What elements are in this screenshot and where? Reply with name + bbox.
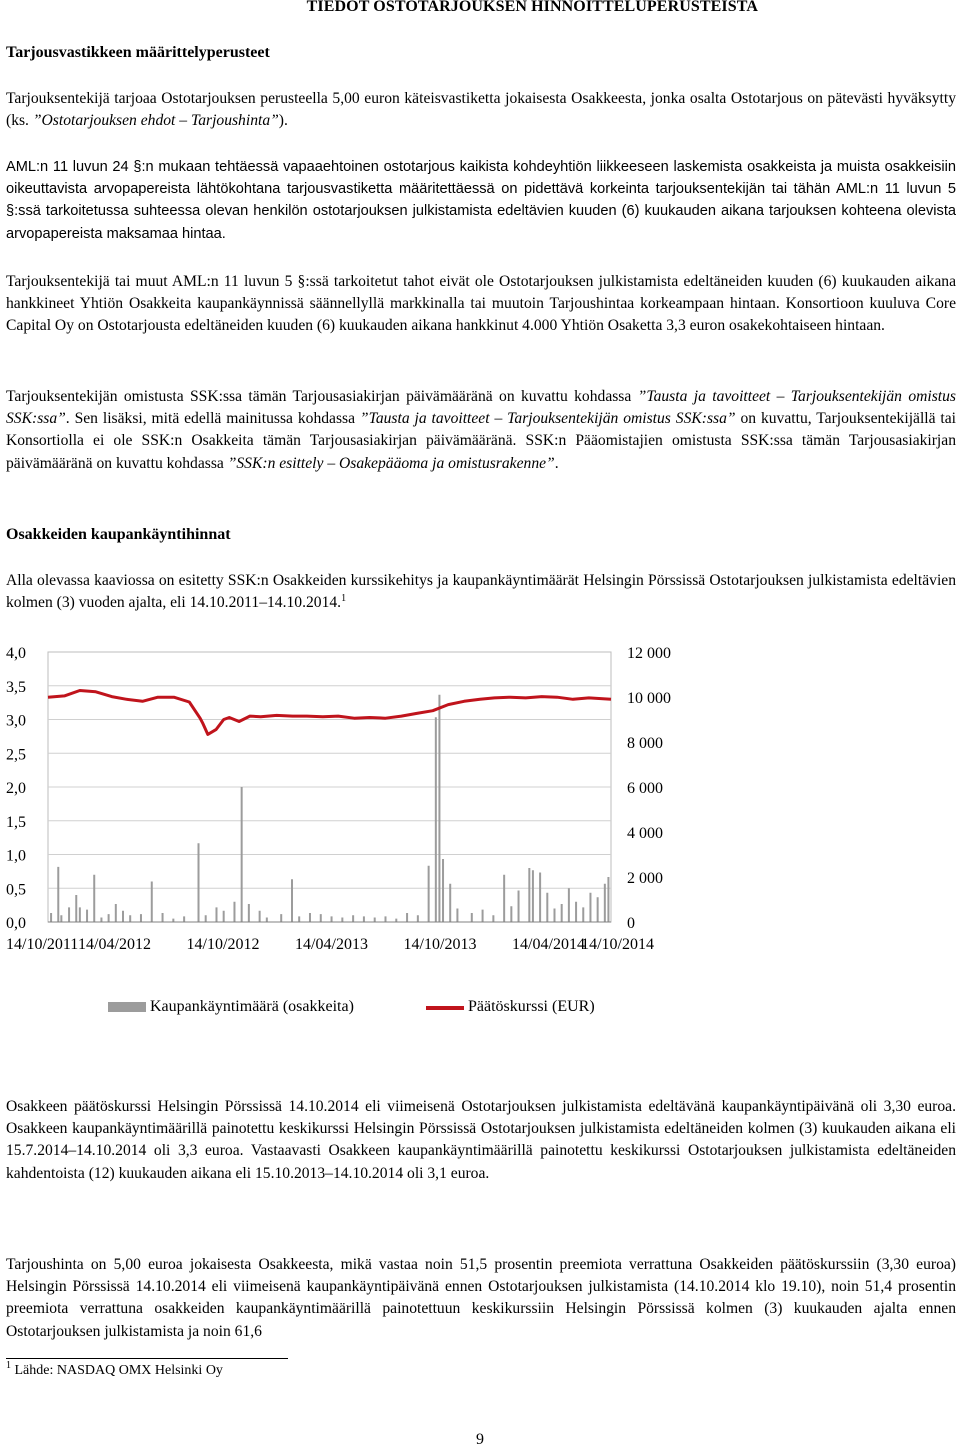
volume-bar <box>115 904 117 922</box>
price-volume-chart <box>0 634 960 964</box>
paragraph-aml-24: AML:n 11 luvun 24 §:n mukaan tehtäessä vapaaehtoinen ostotarjous kaikista kohdeyhtiön liikkeeseen laskemista osakkeista ja muista osakkeisiin oikeuttavista arvopapereista lähtökohtana tarjousvastiketta määritettäessä on pidettävä korkeinta tarjouksentekijän tai tähän AML:n 11 luvun 5 §:ssä tarkoitetussa suhteessa olevan henkilön ostotarjouksen julkistamista edeltävien kuuden (6) kuukauden aikana tarjouksen kohteena olevista arvopapereista maksamaa hintaa. <box>6 159 956 242</box>
volume-bar <box>259 911 261 922</box>
volume-bar <box>352 915 354 922</box>
volume-bar <box>60 915 62 922</box>
legend-label-price: Päätöskurssi (EUR) <box>468 998 595 1015</box>
volume-bar <box>395 919 397 922</box>
volume-bar <box>291 879 293 922</box>
volume-bar <box>172 919 174 922</box>
volume-bar <box>75 895 77 922</box>
volume-bar <box>198 843 200 922</box>
paragraph-text: ). <box>278 112 288 130</box>
footnote-text: Lähde: NASDAQ OMX Helsinki Oy <box>14 1363 223 1378</box>
paragraph-kaavio-intro <box>6 570 956 614</box>
y-right-tick-label: 0 <box>627 915 635 932</box>
price-series-line <box>48 691 611 735</box>
y-right-tick-label: 4 000 <box>627 825 663 842</box>
paragraph-text: . <box>554 454 559 472</box>
volume-bar <box>604 884 606 922</box>
volume-bar <box>298 916 300 922</box>
volume-bar <box>374 918 376 923</box>
volume-bar <box>320 914 322 922</box>
chart-axes <box>6 645 671 953</box>
volume-bar <box>122 911 124 922</box>
paragraph-text: Alla olevassa kaaviossa on esitetty SSK:n Osakkeiden kurssikehitys ja kaupankäyntimäärät Helsingin Pörssissä Ostotarjouksen julkistamista edeltävien kolmen (3) vuoden ajalta, eli 14.10.2011–14.10.2014. <box>6 572 956 612</box>
volume-bar <box>589 893 591 922</box>
volume-bar <box>162 913 164 922</box>
chart-legend <box>108 998 748 1022</box>
legend-label-volume: Kaupankäyntimäärä (osakkeita) <box>150 998 354 1015</box>
legend-swatch-price <box>426 1006 464 1010</box>
y-right-tick-label: 2 000 <box>627 870 663 887</box>
paragraph-text: Tarjouksentekijä tarjoaa Ostotarjouksen perusteella 5,00 euron käteisvastiketta jokaisesta Osakkeesta, jonka osalta Ostotarjous on pätevästi hyväksytty (ks. <box>6 90 956 130</box>
y-left-tick-label: 0,5 <box>6 881 26 899</box>
y-left-tick-label: 3,0 <box>6 712 26 730</box>
volume-bar <box>428 866 430 922</box>
volume-bar <box>575 902 577 922</box>
volume-bar <box>435 717 437 922</box>
volume-bar <box>510 906 512 922</box>
page-header-title: TIEDOT OSTOTARJOUKSEN HINNOITTELUPERUSTEISTA <box>306 0 758 15</box>
volume-bar <box>140 914 142 922</box>
volume-bar <box>205 915 207 922</box>
x-tick-label: 14/10/2013 <box>403 936 477 953</box>
volume-bar <box>129 915 131 922</box>
volume-bar <box>108 914 110 922</box>
volume-bar <box>50 913 52 922</box>
paragraph-text: on kuvattu, Tarjouksentekijällä tai Konsortiolla ei ole SSK:n Osakkeita tämän Tarjousasiakirjan päivämääränä. SSK:n Pääomistajien omistusta SSK:ssa tämän Tarjousasiakirjan päivämääränä on kuvattu kohdassa <box>6 410 957 472</box>
volume-bar <box>449 884 451 922</box>
volume-bar <box>406 913 408 922</box>
paragraph-hankinnat: Tarjouksentekijä tai muut AML:n 11 luvun 5 §:ssä tarkoitetut tahot eivät ole Ostotarjouksen julkistamista edeltäneiden kuuden (6) kuukauden aikana hankkineet Yhtiön Osakkeita kaupankäynnissä säännellyllä markkinalla tai muutoin Tarjoushintaa korkeampaan hintaan. Konsortioon kuuluva Core Capital Oy on Ostotarjousta edeltäneiden kuuden (6) kuukauden aikana hankkinut 4.000 Yhtiön Osaketta 3,3 euron osakekohtaiseen hintaan. <box>6 273 956 335</box>
volume-bar <box>266 918 268 923</box>
volume-bar <box>363 916 365 922</box>
volume-bar <box>597 897 599 922</box>
section-heading-tarjousvastike: Tarjousvastikkeen määrittelyperusteet <box>6 44 270 61</box>
footnote-ref: 1 <box>341 593 347 605</box>
cross-reference: ”Ostotarjouksen ehdot – Tarjoushinta” <box>32 112 279 130</box>
volume-bar <box>331 916 333 922</box>
y-left-tick-label: 2,5 <box>6 746 26 764</box>
volume-bar <box>482 910 484 922</box>
volume-bar <box>183 916 185 922</box>
volume-bar <box>384 916 386 922</box>
chart-grid <box>48 652 611 922</box>
x-tick-label: 14/10/2014 <box>581 936 654 953</box>
volume-bar <box>546 893 548 922</box>
volume-bar <box>223 911 225 922</box>
volume-bar <box>607 877 609 922</box>
volume-bar <box>456 909 458 923</box>
paragraph-paatoskurssi: Osakkeen päätöskurssi Helsingin Pörssissä 14.10.2014 eli viimeisenä Ostotarjouksen julkistamista edeltävänä kaupankäyntipäivänä oli 3,30 euroa. Osakkeen kaupankäyntimäärillä painotettu keskikurssi Helsingin Pörssissä Ostotarjouksen julkistamista edeltäneiden kolmen (3) kuukauden aikana eli 15.7.2014–14.10.2014 oli 3,3 euroa. Vastaavasti Osakkeen kaupankäyntimäärillä painotettu keskikurssi Ostotarjouksen julkistamista edeltäneiden kahdentoista (12) kuukauden aikana eli 15.10.2013–14.10.2014 oli 3,1 euroa. <box>6 1098 956 1182</box>
footnote-divider <box>6 1358 288 1359</box>
cross-reference: ”Tausta ja tavoitteet – Tarjouksentekijän omistus SSK:ssa” <box>359 410 736 428</box>
footnote-number: 1 <box>6 1360 11 1371</box>
y-left-tick-label: 3,5 <box>6 678 26 696</box>
paragraph-preemio: Tarjoushinta on 5,00 euroa jokaisesta Osakkeesta, mikä vastaa noin 51,5 prosentin preemiota verrattuna Osakkeiden päätöskurssiin (3,30 euroa) Helsingin Pörssissä 14.10.2014 eli viimeisenä kaupankäyntipäivänä ennen Ostotarjouksen julkistamista (14.10.2014 klo 19.10), noin 51,4 prosentin preemiota verrattuna osakkeiden kaupankäyntimäärillä painotettuun keskikurssiin Helsingin Pörssissä kolmen (3) kuukauden ajalta ennen Ostotarjouksen julkistamista ja noin 61,6 <box>6 1256 956 1340</box>
volume-bar <box>471 913 473 922</box>
volume-bar <box>532 870 534 922</box>
volume-bar <box>57 867 59 922</box>
y-left-tick-label: 4,0 <box>6 645 26 662</box>
y-right-tick-label: 10 000 <box>627 690 671 707</box>
volume-bar <box>100 918 102 923</box>
x-tick-label: 14/04/2014 <box>512 936 585 953</box>
volume-bar <box>553 909 555 923</box>
x-tick-label: 14/04/2013 <box>295 936 368 953</box>
price-line <box>48 691 611 735</box>
volume-bar <box>151 882 153 923</box>
volume-bar <box>503 875 505 922</box>
footnote <box>6 1360 223 1379</box>
x-tick-label: 14/10/2011 <box>6 936 79 953</box>
y-right-tick-label: 8 000 <box>627 735 663 752</box>
y-right-tick-label: 6 000 <box>627 780 663 797</box>
volume-bar <box>568 888 570 922</box>
x-tick-label: 14/10/2012 <box>186 936 260 953</box>
y-right-tick-label: 12 000 <box>627 645 671 662</box>
legend-swatch-volume <box>108 1002 146 1012</box>
volume-bar <box>341 918 343 923</box>
volume-bar <box>438 695 440 922</box>
y-left-tick-label: 1,0 <box>6 847 26 865</box>
volume-bar <box>93 875 95 922</box>
volume-bar <box>561 904 563 922</box>
cross-reference: ”SSK:n esittely – Osakepääoma ja omistusrakenne” <box>227 454 555 472</box>
volume-bar <box>492 915 494 922</box>
volume-bar <box>86 910 88 922</box>
volume-bar <box>248 904 250 922</box>
volume-bar <box>68 907 70 922</box>
volume-bar <box>539 873 541 923</box>
y-left-tick-label: 0,0 <box>6 915 26 932</box>
volume-bar <box>417 915 419 922</box>
x-tick-label: 14/04/2012 <box>78 936 151 953</box>
y-left-tick-label: 2,0 <box>6 780 26 797</box>
cross-reference: ”Tausta ja tavoitteet – Tarjouksentekijän omistus SSK:ssa” <box>6 388 956 428</box>
volume-bar <box>309 913 311 922</box>
paragraph-text: . Sen lisäksi, mitä edellä mainitussa kohdassa <box>65 410 360 428</box>
volume-bar <box>280 914 282 922</box>
volume-bar <box>442 859 444 922</box>
volume-bar <box>79 907 81 922</box>
volume-bar <box>582 907 584 922</box>
volume-bar <box>518 891 520 923</box>
paragraph-omistus <box>6 386 956 475</box>
y-left-tick-label: 1,5 <box>6 813 26 831</box>
page-number: 9 <box>476 1431 484 1448</box>
paragraph-text: Tarjouksentekijän omistusta SSK:ssa tämän Tarjousasiakirjan päivämääränä on kuvattu kohdassa <box>6 388 638 405</box>
volume-bar <box>233 902 235 922</box>
volume-bar <box>241 787 243 922</box>
volume-bar <box>528 868 530 922</box>
volume-bar <box>215 907 217 922</box>
section-heading-kaupankaynti: Osakkeiden kaupankäyntihinnat <box>6 526 231 543</box>
paragraph-tarjous <box>6 88 956 132</box>
